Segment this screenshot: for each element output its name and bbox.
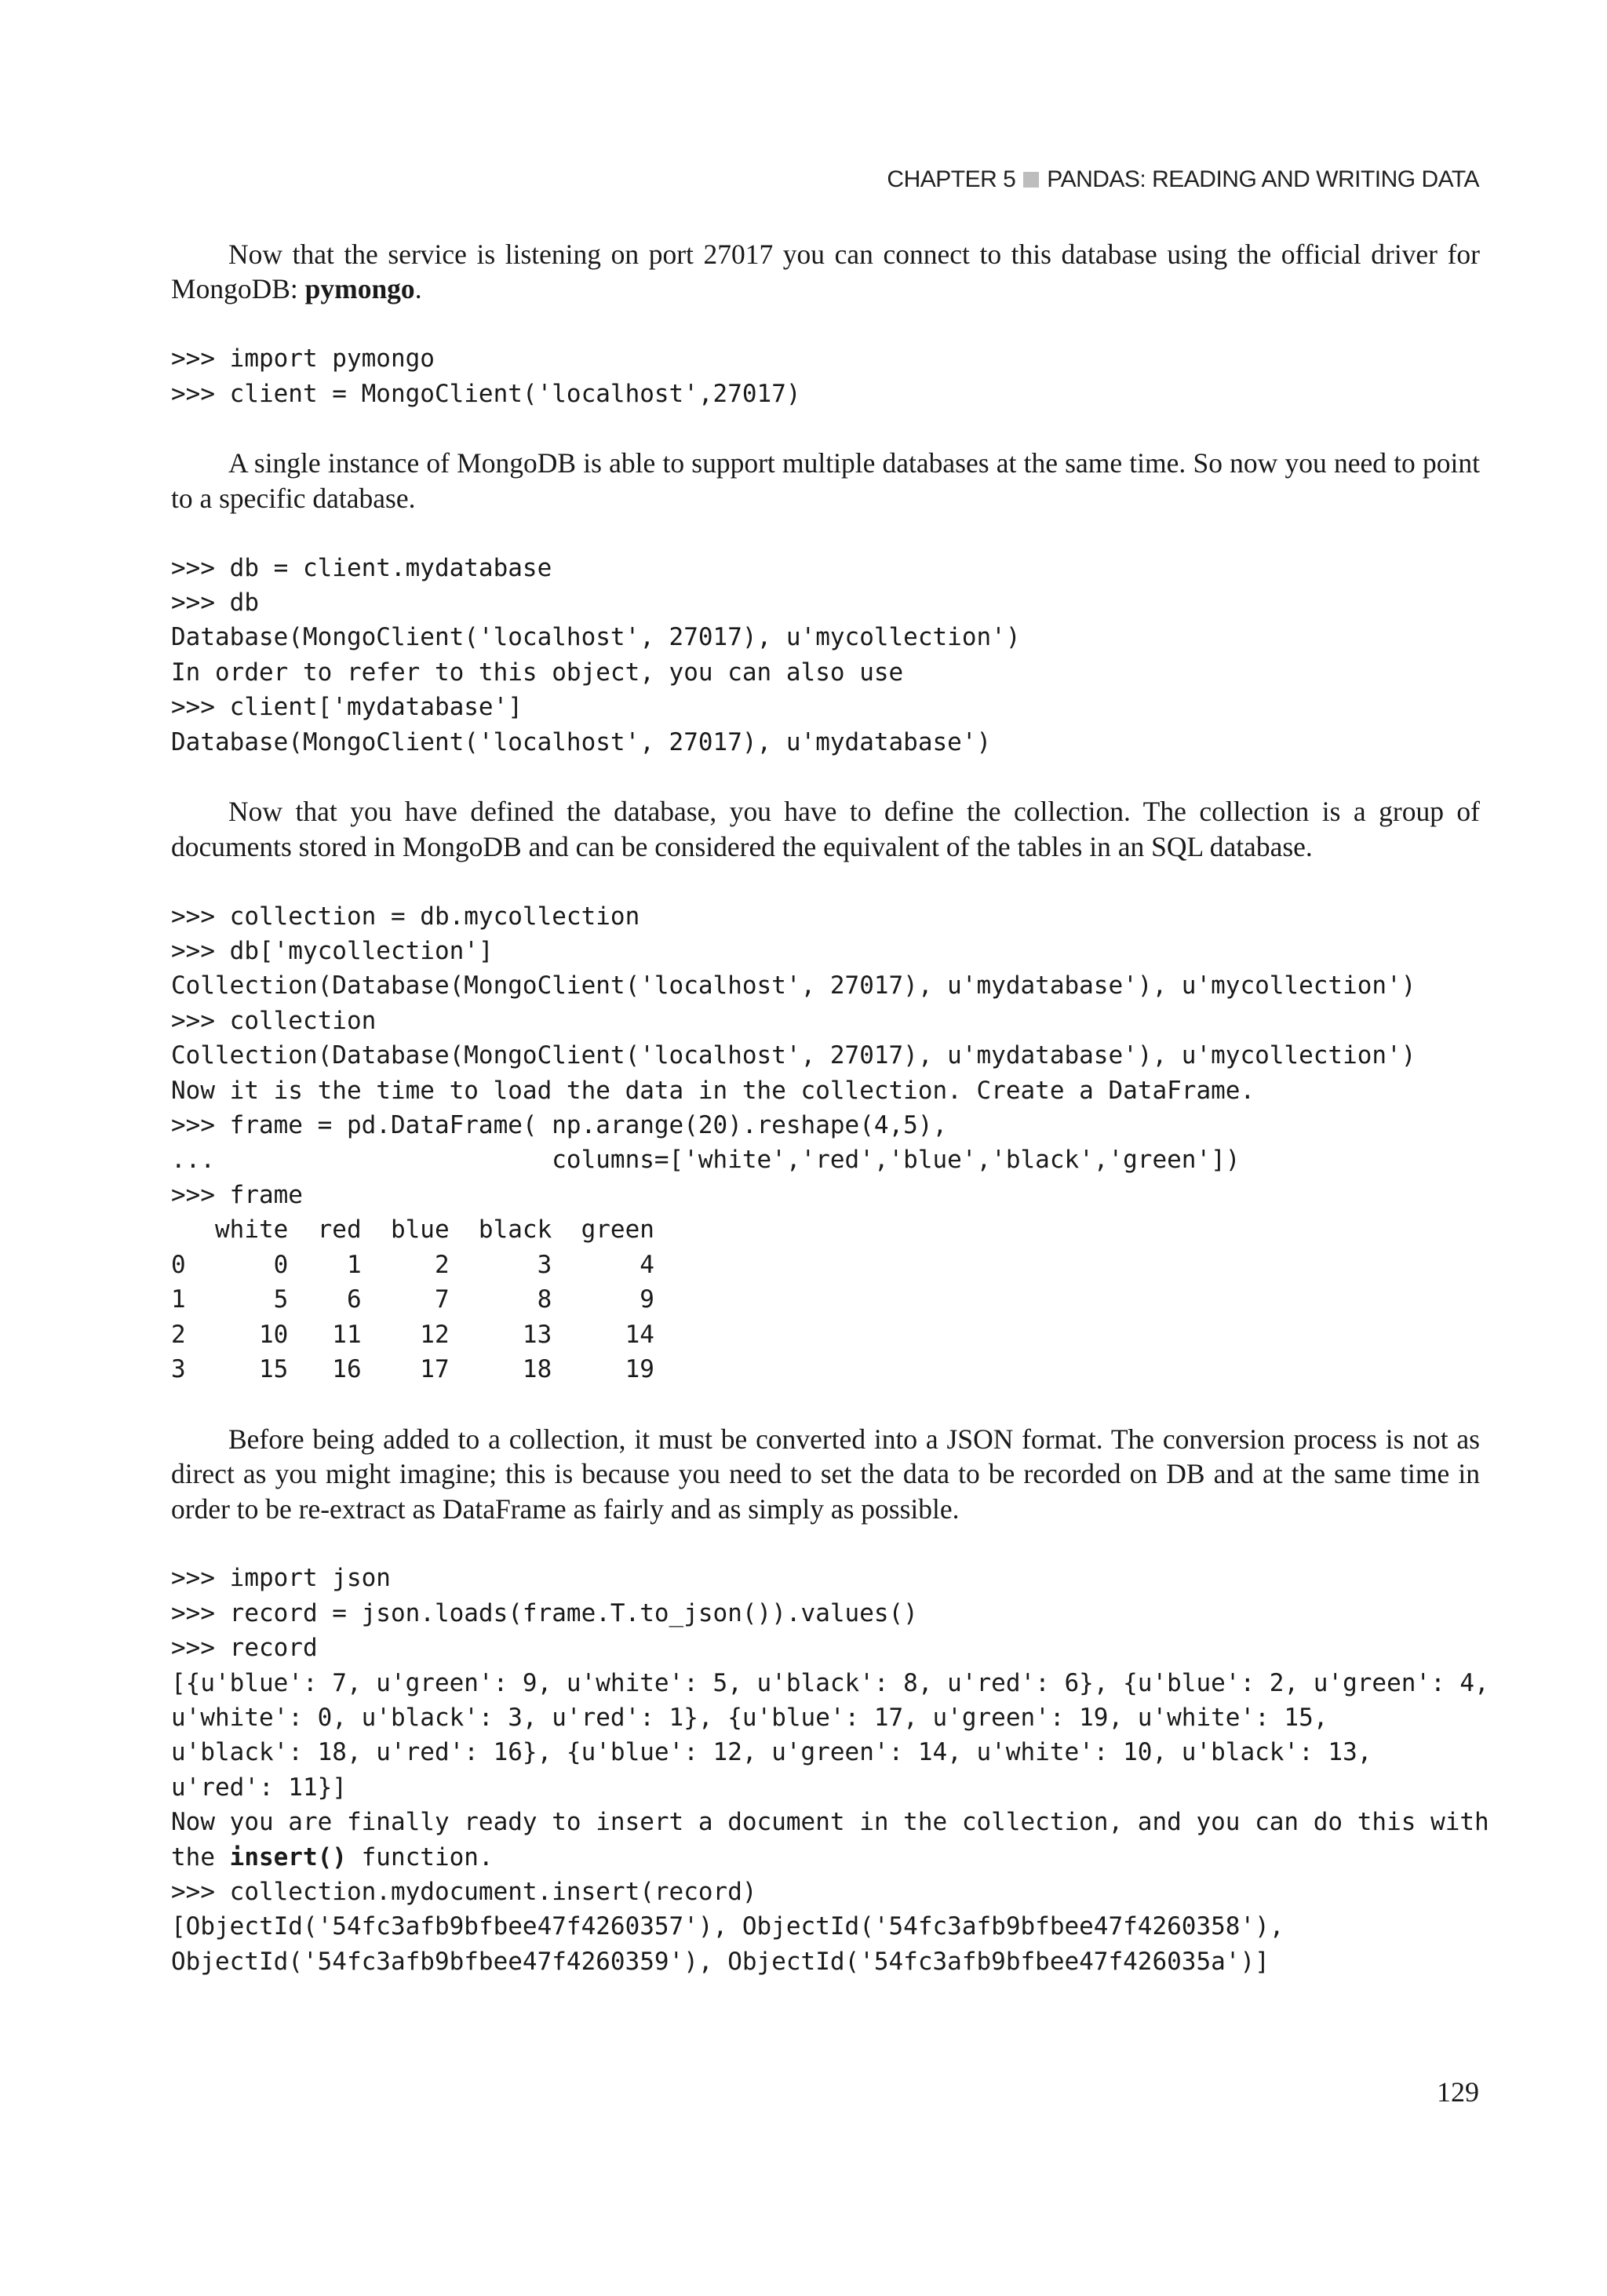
code-block-database: >>> db = client.mydatabase >>> db Database(MongoClient('localhost', 27017), u'mycollection') In order to refer to this object, you can also use >>> client['mydatabase'] Database(MongoClient('localhost', 27017), u'mydatabase') (171, 553, 1021, 756)
bold-term: pymongo (304, 273, 415, 305)
paragraph-json: Before being added to a collection, it must be converted into a JSON format. The conversion process is not as direct as you might imagine; this is because you need to set the data to be recorded on DB and at the same time in order to be re-extract as DataFrame as fairly and as simply as possible. (171, 1423, 1480, 1525)
paragraph-database: A single instance of MongoDB is able to support multiple databases at the same time. So now you need to point to a specific database. (171, 447, 1480, 514)
bold-function-name: insert() (229, 1842, 347, 1871)
paragraph-text: . (414, 273, 422, 305)
page-content (171, 237, 1489, 1979)
chapter-label: CHAPTER 5 (887, 166, 1016, 192)
running-head (887, 166, 1479, 193)
code-text: >>> import json >>> record = json.loads(frame.T.to_json()).values() >>> record [{u'blue': 7, u'green': 9, u'white': 5, u'black': 8, u'red': 6}, {u'blue': 2, u'green': 4, u'white': 0, u'black': 3, u'red': 1}, {u'blue': 17, u'green': 19, u'white': 15, u'black': 18, u'red': 16}, {u'blue': 12, u'green': 14, u'white': 10, u'black': 13, u'red': 11}] Now you are finally ready to insert a document in the collection, and you can do this with the (171, 1564, 1489, 1871)
code-text: function. >>> collection.mydocument.insert(record) [ObjectId('54fc3afb9bfbee47f4260357'), ObjectId('54fc3afb9bfbee47f4260358'), ObjectId('54fc3afb9bfbee47f4260359'), ObjectId('54fc3afb9bfbee47f426035a')] (171, 1842, 1285, 1976)
paragraph-text: Now that the service is listening on port 27017 you can connect to this database using the official driver for MongoDB: (171, 239, 1480, 305)
chapter-title: PANDAS: READING AND WRITING DATA (1047, 166, 1479, 192)
code-block-insert (171, 1561, 1489, 1979)
code-block-collection: >>> collection = db.mycollection >>> db['mycollection'] Collection(Database(MongoClient('localhost', 27017), u'mydatabase'), u'mycollection') >>> collection Collection(Database(MongoClient('localhost', 27017), u'mydatabase'), u'mycollection') Now it is the time to load the data in the collection. Create a DataFrame. >>> frame = pd.DataFrame( np.arange(20).reshape(4,5), ... columns=['white','red','blue','black','green']) >>> frame white red blue black green 0 0 1 2 3 4 1 5 6 7 8 9 2 10 11 12 13 14 3 15 16 17 18 19 (171, 902, 1416, 1383)
paragraph-intro (171, 237, 1480, 307)
square-separator-icon (1023, 172, 1039, 188)
code-block-connect: >>> import pymongo >>> client = MongoClient('localhost',27017) (171, 344, 801, 408)
paragraph-collection: Now that you have defined the database, you have to define the collection. The collection is a group of documents stored in MongoDB and can be considered the equivalent of the tables in an SQL database. (171, 796, 1480, 862)
page-number: 129 (1437, 2076, 1479, 2108)
